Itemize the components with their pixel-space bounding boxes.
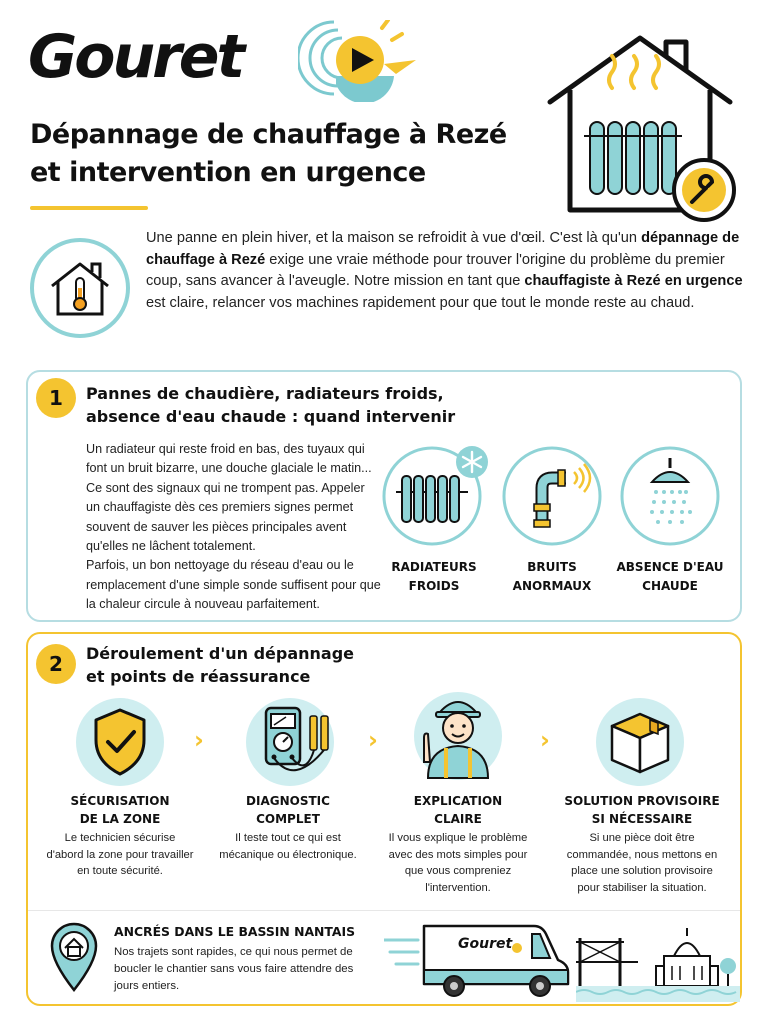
van-icon xyxy=(384,920,572,998)
section-title-line1: Pannes de chaudière, radiateurs froids, xyxy=(86,384,444,403)
label-line2: ANORMAUX xyxy=(512,579,592,593)
step-title-line1: EXPLICATION xyxy=(413,794,503,808)
shower-icon xyxy=(618,444,722,548)
location-pin-icon xyxy=(48,920,100,992)
step-title-line2: CLAIRE xyxy=(434,812,482,826)
icon-label-radiators xyxy=(374,558,494,596)
step-title-line2: SI NÉCESSAIRE xyxy=(591,812,693,826)
section-process xyxy=(26,632,742,1006)
step-title-security xyxy=(52,792,188,828)
icon-label-no-hot-water xyxy=(606,558,734,596)
house-thermometer-icon xyxy=(28,236,132,340)
radiator-icon xyxy=(382,444,494,548)
intro-bold-1: dépannage de chauffage à Rezé xyxy=(146,230,740,268)
flame-play-icon xyxy=(298,20,418,102)
section-breakdowns xyxy=(26,370,742,622)
intro-paragraph xyxy=(146,228,746,314)
section-body-p2: Parfois, un bon nettoyage du réseau d'eau ou le remplacement d'une simple sonde suffisent pour que la chaleur circule à nouveau parfaitement. xyxy=(86,558,381,612)
title-underline xyxy=(30,206,148,210)
intro-text-1: Une panne en plein hiver, et la maison se refroidit à vue d'œil. C'est là qu'un xyxy=(146,230,642,246)
step-title-diagnostic xyxy=(220,792,356,828)
box-icon xyxy=(594,696,686,788)
divider xyxy=(28,910,740,911)
page-title-line1: Dépannage de chauffage à Rezé xyxy=(30,119,507,150)
step-text-explanation: Il vous explique le problème avec des mots simples pour que vous compreniez l'intervention. xyxy=(388,832,528,894)
section-title xyxy=(86,382,455,428)
section-title xyxy=(86,642,354,688)
intro-text-3: est claire, relancer vos machines rapidement pour que tout le monde reste au chaud. xyxy=(146,294,695,311)
step-text-temporary-solution: Si une pièce doit être commandée, nous mettons en place une solution provisoire pour stabiliser la situation. xyxy=(566,832,718,894)
label-line1: BRUITS xyxy=(527,560,577,574)
label-line2: CHAUDE xyxy=(642,579,698,593)
step-title-explanation xyxy=(390,792,526,828)
pipe-noise-icon xyxy=(500,444,604,548)
label-line2: FROIDS xyxy=(408,579,460,593)
brand-logo xyxy=(28,20,408,100)
step-title-line1: DIAGNOSTIC xyxy=(246,794,330,808)
anchor-text: Nos trajets sont rapides, ce qui nous permet de boucler le chantier sans vous faire attendre des jours entiers. xyxy=(114,946,354,992)
multimeter-icon xyxy=(244,696,344,788)
step-title-temporary-solution xyxy=(562,792,722,828)
icon-label-noises xyxy=(492,558,612,596)
chevron-right-icon: › xyxy=(194,726,204,754)
step-title-line2: COMPLET xyxy=(256,812,320,826)
label-line1: ABSENCE D'EAU xyxy=(616,560,724,574)
label-line1: RADIATEURS xyxy=(391,560,477,574)
van-illustration xyxy=(384,920,572,1003)
step-title-line1: SOLUTION PROVISOIRE xyxy=(564,794,720,808)
city-skyline-icon xyxy=(576,920,740,1004)
step-text-diagnostic: Il teste tout ce qui est mécanique ou électronique. xyxy=(219,832,357,861)
brand-wordmark: Gouret xyxy=(28,22,243,92)
anchor-title: ANCRÉS DANS LE BASSIN NANTAIS xyxy=(114,924,356,939)
intro-text-2: exige une vraie méthode pour trouver l'origine du problème du premier coup, sans avancer à l'aveugle. Notre mission en tant que xyxy=(146,251,725,289)
page-title xyxy=(30,116,540,192)
technician-icon xyxy=(412,688,504,780)
step-text-security: Le technicien sécurise d'abord la zone pour travailler en toute sécurité. xyxy=(46,832,194,877)
chevron-right-icon: › xyxy=(368,726,378,754)
step-title-line1: SÉCURISATION xyxy=(70,794,170,808)
section-title-line2: absence d'eau chaude : quand intervenir xyxy=(86,407,456,426)
shield-check-icon xyxy=(74,696,166,788)
van-brand: Gouret xyxy=(458,936,513,952)
section-title-line2: et points de réassurance xyxy=(86,667,311,686)
page-title-line2: et intervention en urgence xyxy=(30,157,426,188)
section-number-badge: 2 xyxy=(36,644,76,684)
intro-bold-2: chauffagiste à Rezé en urgence xyxy=(524,273,743,289)
section-title-line1: Déroulement d'un dépannage xyxy=(86,644,355,663)
section-body-p1: Un radiateur qui reste froid en bas, des tuyaux qui font un bruit bizarre, une douche glaciale le matin... Ce sont des signaux qui ne trompent pas. Appeler un chauffagiste dès ces premiers signes permet souvent de sauver les pièces principales avent qu'elles ne lâchent totalement. xyxy=(86,442,372,554)
section-body xyxy=(86,440,382,615)
section-number-badge: 1 xyxy=(36,378,76,418)
house-radiator-icon xyxy=(540,30,740,230)
chevron-right-icon: › xyxy=(540,726,550,754)
step-title-line2: DE LA ZONE xyxy=(79,812,161,826)
